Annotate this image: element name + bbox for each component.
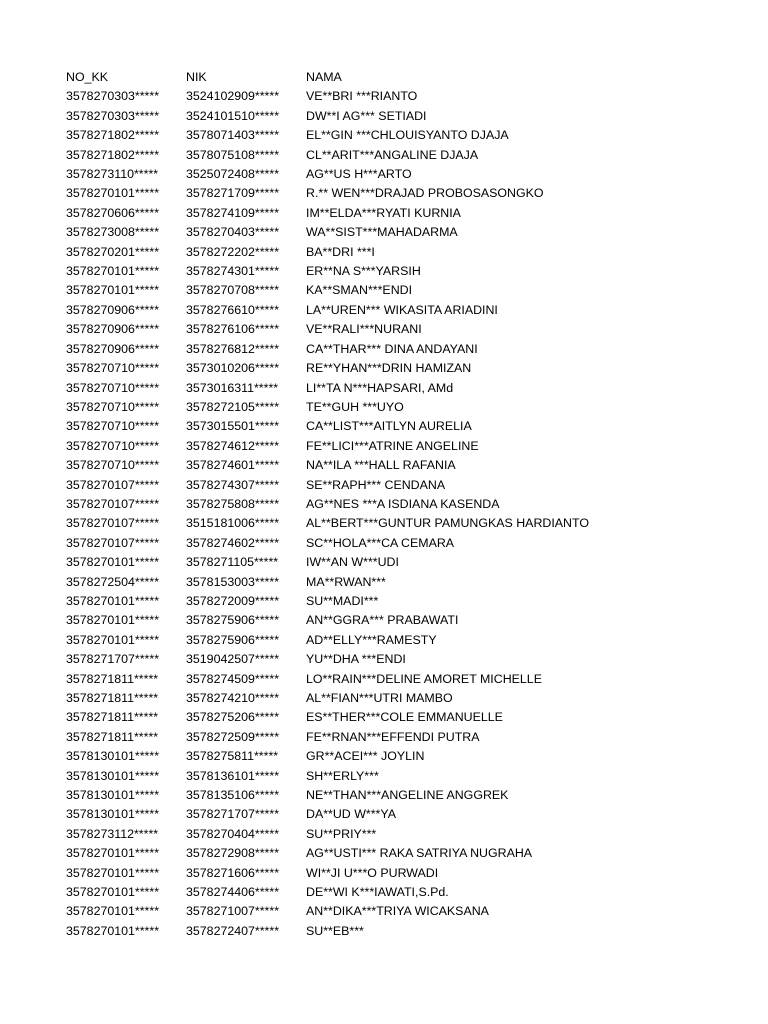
cell-no-kk: 3578271811***** [66, 671, 159, 686]
table-row [64, 747, 606, 766]
cell-no-kk: 3578270107***** [66, 535, 160, 550]
cell-no-kk: 3578271811***** [66, 729, 159, 744]
cell-nama: R.** WEN***DRAJAD PROBOSASONGKO [306, 186, 544, 201]
cell-no-kk: 3578270101***** [66, 904, 160, 919]
table-row [64, 243, 606, 262]
table-row [64, 611, 606, 630]
cell-no-kk: 3578130101***** [66, 768, 160, 783]
cell-nama: GR**ACEI*** JOYLIN [306, 749, 425, 764]
cell-nik: 3578271606***** [186, 865, 280, 880]
cell-nik: 3578271105***** [186, 555, 279, 570]
cell-nama: AG**US H***ARTO [306, 167, 412, 182]
cell-nama: TE**GUH ***UYO [306, 399, 404, 414]
table-row [64, 223, 606, 242]
cell-no-kk: 3578270101***** [66, 283, 160, 298]
cell-nama: SU**MADI*** [306, 593, 379, 608]
cell-no-kk: 3578270101***** [66, 632, 160, 647]
cell-nik: 3573015501***** [186, 419, 280, 434]
cell-no-kk: 3578270101***** [66, 846, 160, 861]
table-header-row [64, 68, 606, 87]
cell-nama: BA**DRI ***I [306, 244, 375, 259]
cell-nik: 3578272105***** [186, 399, 280, 414]
cell-nik: 3519042507***** [186, 652, 280, 667]
cell-nama: LO**RAIN***DELINE AMORET MICHELLE [306, 671, 542, 686]
cell-nik: 3578272202***** [186, 244, 280, 259]
cell-nama: AG**USTI*** RAKA SATRIYA NUGRAHA [306, 846, 533, 861]
cell-nama: VE**BRI ***RIANTO [306, 89, 418, 104]
cell-no-kk: 3578270303***** [66, 89, 160, 104]
table-row [64, 534, 606, 553]
cell-nik: 3578276610***** [186, 302, 280, 317]
cell-no-kk: 3578270107***** [66, 516, 160, 531]
table-row [64, 844, 606, 863]
header-nama: NAMA [306, 70, 342, 84]
table-row [64, 514, 606, 533]
cell-nama: CA**THAR*** DINA ANDAYANI [306, 341, 478, 356]
cell-nama: SC**HOLA***CA CEMARA [306, 535, 455, 550]
table-row [64, 301, 606, 320]
cell-nik: 3578275811***** [186, 749, 279, 764]
cell-nik: 3578274601***** [186, 458, 280, 473]
table-row [64, 107, 606, 126]
cell-nama: FE**LICI***ATRINE ANGELINE [306, 438, 479, 453]
table-row [64, 146, 606, 165]
cell-nama: AD**ELLY***RAMESTY [306, 632, 437, 647]
cell-no-kk: 3578130101***** [66, 749, 160, 764]
cell-nama: SU**EB*** [306, 923, 364, 938]
cell-no-kk: 3578270101***** [66, 264, 160, 279]
cell-nama: AL**FIAN***UTRI MAMBO [306, 691, 453, 705]
cell-nama: VE**RALI***NURANI [306, 322, 422, 337]
cell-no-kk: 3578270303***** [66, 108, 160, 123]
cell-no-kk: 3578270107***** [66, 477, 160, 492]
cell-nik: 3578274602***** [186, 535, 280, 550]
cell-nama: DW**I AG*** SETIADI [306, 108, 427, 123]
cell-no-kk: 3578271802***** [66, 147, 160, 162]
table-row [64, 340, 606, 359]
cell-no-kk: 3578270710***** [66, 458, 160, 473]
cell-nama: SU**PRIY*** [306, 826, 377, 841]
cell-no-kk: 3578130101***** [66, 807, 160, 822]
cell-nik: 3578271007***** [186, 904, 280, 919]
cell-nik: 3578274109***** [186, 205, 280, 220]
table-row [64, 359, 606, 378]
cell-nama: AG**NES ***A ISDIANA KASENDA [306, 496, 500, 511]
table-row [64, 320, 606, 339]
cell-nama: EL**GIN ***CHLOUISYANTO DJAJA [306, 128, 509, 143]
table-row [64, 650, 606, 669]
table-row [64, 281, 606, 300]
table-row [64, 767, 606, 786]
cell-no-kk: 3578270606***** [66, 205, 160, 220]
cell-no-kk: 3578270101***** [66, 186, 160, 201]
table-row [64, 592, 606, 611]
cell-nik: 3578271707***** [186, 807, 280, 822]
table-row [64, 165, 606, 184]
cell-nik: 3578275206***** [186, 710, 280, 725]
table-row [64, 805, 606, 824]
cell-no-kk: 3578270906***** [66, 322, 160, 337]
cell-nik: 3525072408***** [186, 167, 280, 182]
cell-no-kk: 3578271811***** [66, 710, 159, 725]
cell-nama: MA**RWAN*** [306, 574, 386, 589]
cell-nama: CL**ARIT***ANGALINE DJAJA [306, 147, 479, 162]
table-row [64, 553, 606, 572]
table-row [64, 476, 606, 495]
cell-nik: 3524102909***** [186, 89, 280, 104]
cell-no-kk: 3578271707***** [66, 652, 160, 667]
table-row [64, 786, 606, 805]
cell-no-kk: 3578270906***** [66, 341, 160, 356]
cell-nik: 3578275906***** [186, 632, 280, 647]
cell-nama: AL**BERT***GUNTUR PAMUNGKAS HARDIANTO [306, 516, 589, 531]
cell-no-kk: 3578270906***** [66, 302, 160, 317]
cell-no-kk: 3578270710***** [66, 438, 160, 453]
cell-nama: DE**WI K***IAWATI,S.Pd. [306, 885, 449, 900]
cell-nama: LA**UREN*** WIKASITA ARIADINI [306, 302, 498, 317]
cell-no-kk: 3578270101***** [66, 923, 160, 938]
cell-nama: LI**TA N***HAPSARI, AMd [306, 380, 454, 395]
table-row [64, 825, 606, 844]
cell-no-kk: 3578272504***** [66, 574, 160, 589]
cell-nama: SH**ERLY*** [306, 768, 379, 783]
cell-nik: 3578276106***** [186, 322, 280, 337]
cell-nama: AN**GGRA*** PRABAWATI [306, 613, 459, 628]
cell-nik: 3578270708***** [186, 283, 280, 298]
header-nik: NIK [186, 70, 207, 84]
cell-nama: CA**LIST***AITLYN AURELIA [306, 419, 472, 434]
table-row [64, 883, 606, 902]
cell-nama: ER**NA S***YARSIH [306, 264, 421, 279]
table-row [64, 495, 606, 514]
cell-nik: 3578270403***** [186, 225, 280, 240]
cell-nik: 3573016311***** [186, 380, 279, 395]
cell-nama: SE**RAPH*** CENDANA [306, 477, 446, 492]
cell-nik: 3578275808***** [186, 496, 280, 511]
cell-nama: DA**UD W***YA [306, 807, 396, 822]
cell-no-kk: 3578270107***** [66, 496, 160, 511]
cell-no-kk: 3578270201***** [66, 244, 160, 259]
table-row [64, 670, 606, 689]
cell-nama: AN**DIKA***TRIYA WICAKSANA [306, 904, 489, 919]
table-row [64, 631, 606, 650]
table-body [64, 87, 606, 941]
cell-no-kk: 3578270101***** [66, 865, 160, 880]
cell-nama: IM**ELDA***RYATI KURNIA [306, 205, 461, 220]
cell-nik: 3578272509***** [186, 729, 280, 744]
cell-nama: YU**DHA ***ENDI [306, 652, 406, 667]
cell-nik: 3578270404***** [186, 826, 280, 841]
table-row [64, 864, 606, 883]
cell-nik: 3578274406***** [186, 885, 280, 900]
resident-table [64, 68, 606, 941]
cell-nik: 3578274210***** [186, 691, 280, 705]
cell-nama: FE**RNAN***EFFENDI PUTRA [306, 729, 480, 744]
cell-nik: 3578274307***** [186, 477, 280, 492]
table-row [64, 87, 606, 106]
cell-nik: 3578153003***** [186, 574, 280, 589]
table-row [64, 437, 606, 456]
cell-no-kk: 3578270101***** [66, 593, 160, 608]
cell-no-kk: 3578270710***** [66, 361, 160, 376]
cell-nik: 3578071403***** [186, 128, 280, 143]
cell-no-kk: 3578273110***** [66, 167, 159, 182]
cell-nik: 3578274612***** [186, 438, 280, 453]
cell-no-kk: 3578130101***** [66, 788, 160, 803]
table-row [64, 417, 606, 436]
cell-nama: WI**JI U***O PURWADI [306, 865, 439, 880]
table-row [64, 922, 606, 941]
cell-nama: NA**ILA ***HALL RAFANIA [306, 458, 456, 473]
cell-nik: 3578075108***** [186, 147, 280, 162]
cell-nik: 3578271709***** [186, 186, 280, 201]
table-row [64, 728, 606, 747]
cell-nama: ES**THER***COLE EMMANUELLE [306, 710, 503, 725]
cell-nik: 3524101510***** [186, 108, 280, 123]
cell-nik: 3578272009***** [186, 593, 280, 608]
cell-nik: 3515181006***** [186, 516, 280, 531]
table-row [64, 456, 606, 475]
cell-no-kk: 3578270101***** [66, 555, 160, 570]
table-row [64, 573, 606, 592]
header-no-kk: NO_KK [66, 70, 109, 84]
cell-no-kk: 3578270101***** [66, 613, 160, 628]
table-row [64, 184, 606, 203]
cell-nik: 3578272407***** [186, 923, 280, 938]
cell-no-kk: 3578273112***** [66, 826, 159, 841]
cell-nama: IW**AN W***UDI [306, 555, 399, 570]
table-row [64, 262, 606, 281]
cell-no-kk: 3578271811***** [66, 691, 159, 705]
cell-no-kk: 3578270710***** [66, 419, 160, 434]
table-row [64, 398, 606, 417]
cell-nik: 3573010206***** [186, 361, 280, 376]
cell-nama: KA**SMAN***ENDI [306, 283, 413, 298]
cell-no-kk: 3578271802***** [66, 128, 160, 143]
cell-no-kk: 3578270710***** [66, 399, 160, 414]
cell-nama: WA**SIST***MAHADARMA [306, 225, 458, 240]
cell-nik: 3578275906***** [186, 613, 280, 628]
cell-no-kk: 3578270710***** [66, 380, 160, 395]
cell-nik: 3578274301***** [186, 264, 280, 279]
cell-nik: 3578276812***** [186, 341, 280, 356]
cell-nik: 3578272908***** [186, 846, 280, 861]
cell-nik: 3578135106***** [186, 788, 280, 803]
cell-no-kk: 3578273008***** [66, 225, 160, 240]
table-row [64, 204, 606, 223]
table-row [64, 126, 606, 145]
table-row [64, 379, 606, 398]
table-row [64, 902, 606, 921]
cell-nik: 3578136101***** [186, 768, 280, 783]
table-row [64, 689, 606, 708]
cell-nik: 3578274509***** [186, 671, 280, 686]
cell-nama: RE**YHAN***DRIN HAMIZAN [306, 361, 472, 376]
cell-no-kk: 3578270101***** [66, 885, 160, 900]
table-row [64, 708, 606, 727]
cell-nama: NE**THAN***ANGELINE ANGGREK [306, 788, 509, 803]
